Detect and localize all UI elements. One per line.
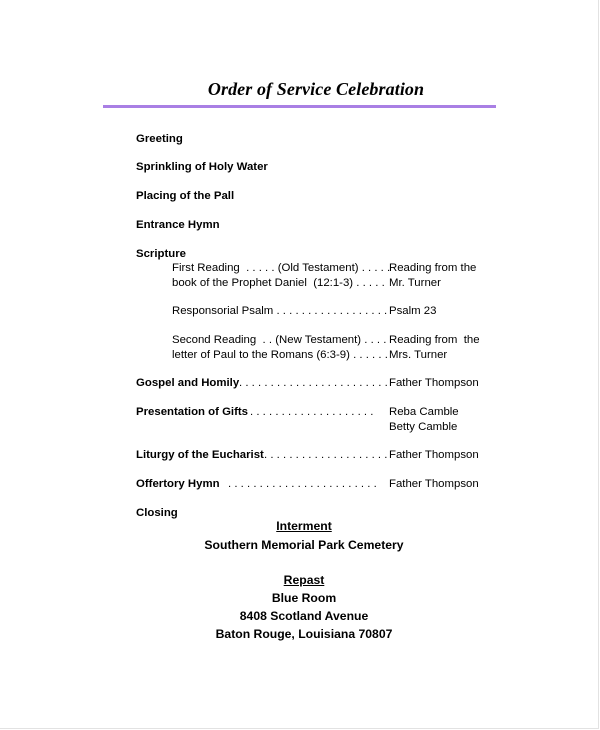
item-entrance-hymn: Entrance Hymn xyxy=(136,219,220,231)
item-sprinkling: Sprinkling of Holy Water xyxy=(136,161,268,173)
second-reading-detail: Reading from the xyxy=(389,334,480,346)
offertory-person: Father Thompson xyxy=(389,478,479,490)
second-reading-reader: Mrs. Turner xyxy=(389,349,448,361)
gospel-person: Father Thompson xyxy=(389,377,479,389)
second-reading-line2: letter of Paul to the Romans (6:3-9) . . . . . . xyxy=(172,349,388,361)
gifts-person-1: Reba Camble xyxy=(389,406,459,418)
item-placing-of-pall: Placing of the Pall xyxy=(136,190,235,202)
item-gospel-homily: Gospel and Homily xyxy=(136,377,240,389)
interment-place: Southern Memorial Park Cemetery xyxy=(204,538,404,552)
item-scripture: Scripture xyxy=(136,248,187,260)
second-reading-line1: Second Reading . . (New Testament) . . . . xyxy=(172,334,387,346)
item-liturgy-eucharist: Liturgy of the Eucharist xyxy=(136,449,264,461)
gospel-leader-dots: . . . . . . . . . . . . . . . . . . . . . . . . xyxy=(239,377,388,389)
first-reading-reader: Mr. Turner xyxy=(389,277,441,289)
first-reading-line1: First Reading . . . . . (Old Testament) . . . . . xyxy=(172,262,391,274)
eucharist-leader-dots: . . . . . . . . . . . . . . . . . . . . xyxy=(264,449,388,461)
repast-heading: Repast xyxy=(283,573,325,587)
gifts-leader-dots: . . . . . . . . . . . . . . . . . . . . xyxy=(250,406,374,418)
eucharist-person: Father Thompson xyxy=(389,449,479,461)
offertory-leader-dots: . . . . . . . . . . . . . . . . . . . . . . . . xyxy=(228,478,377,490)
first-reading-detail: Reading from the xyxy=(389,262,477,274)
item-closing: Closing xyxy=(136,507,178,519)
page-title: Order of Service Celebration xyxy=(207,79,425,99)
psalm-line: Responsorial Psalm . . . . . . . . . . . . . . . . . . xyxy=(172,305,388,317)
repast-room: Blue Room xyxy=(271,591,337,605)
first-reading-line2: book of the Prophet Daniel (12:1-3) . . . . . xyxy=(172,277,385,289)
repast-city: Baton Rouge, Louisiana 70807 xyxy=(215,627,393,641)
repast-street: 8408 Scotland Avenue xyxy=(239,609,369,623)
gifts-person-2: Betty Camble xyxy=(389,421,458,433)
item-greeting: Greeting xyxy=(136,133,183,145)
item-presentation-of-gifts: Presentation of Gifts xyxy=(136,406,249,418)
title-divider xyxy=(103,105,496,108)
psalm-name: Psalm 23 xyxy=(389,305,437,317)
interment-heading: Interment xyxy=(276,519,332,533)
item-offertory-hymn: Offertory Hymn xyxy=(136,478,220,490)
